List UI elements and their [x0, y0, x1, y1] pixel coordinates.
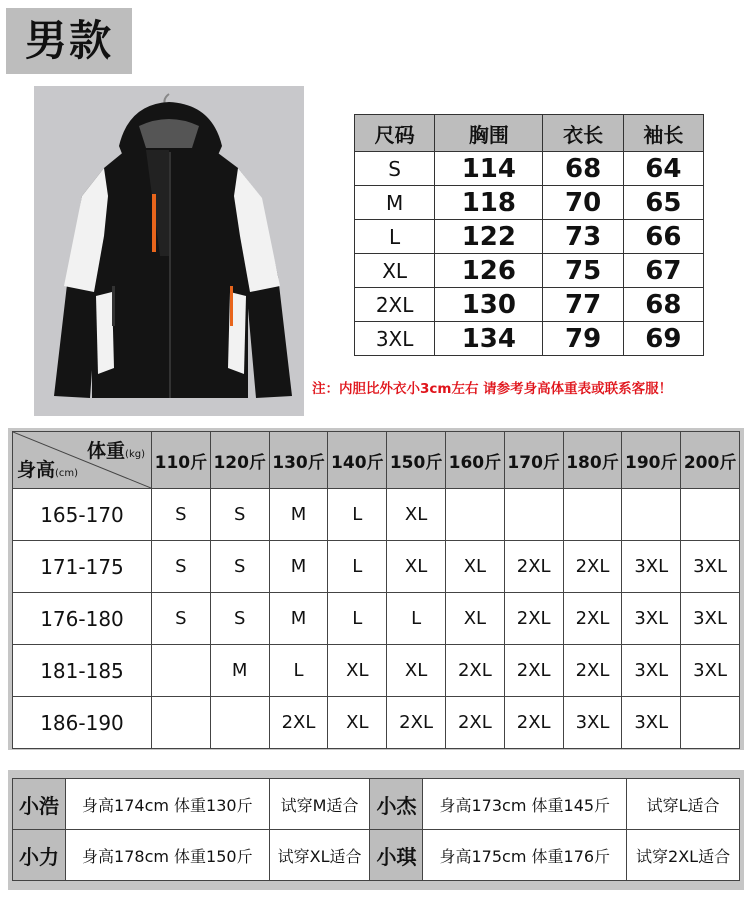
recommended-size-cell	[622, 489, 681, 541]
model-stats-cell: 身高174cm 体重130斤	[66, 779, 270, 830]
recommended-size-cell: 3XL	[622, 593, 681, 645]
sleeve-cell: 67	[623, 254, 703, 288]
recommended-size-cell: S	[152, 593, 211, 645]
model-fit-cell: 试穿2XL适合	[627, 830, 740, 881]
note-text: 注：内胆比外衣小3cm左右 请参考身高体重表或联系客服！	[312, 381, 673, 397]
size-cell: L	[355, 220, 435, 254]
recommended-size-cell: 2XL	[269, 697, 328, 749]
chart-row	[13, 541, 740, 593]
size-row	[355, 254, 704, 288]
height-range-cell: 181-185	[13, 645, 152, 697]
recommended-size-cell	[681, 697, 740, 749]
height-range-cell: 171-175	[13, 541, 152, 593]
chest-cell: 134	[435, 322, 543, 356]
recommended-size-cell: 2XL	[387, 697, 446, 749]
recommended-size-cell	[152, 645, 211, 697]
recommended-size-cell: 3XL	[563, 697, 622, 749]
size-cell: S	[355, 152, 435, 186]
recommended-size-cell: XL	[328, 697, 387, 749]
recommended-size-cell: 2XL	[504, 541, 563, 593]
size-row	[355, 152, 704, 186]
length-cell: 68	[543, 152, 623, 186]
size-cell: 3XL	[355, 322, 435, 356]
height-range-cell: 165-170	[13, 489, 152, 541]
chart-header-row	[13, 432, 740, 489]
model-row	[13, 779, 740, 830]
weight-header-cell: 110斤	[152, 432, 211, 489]
size-row	[355, 220, 704, 254]
recommended-size-cell: 2XL	[504, 645, 563, 697]
chest-cell: 122	[435, 220, 543, 254]
height-range-cell: 186-190	[13, 697, 152, 749]
chart-row	[13, 645, 740, 697]
model-name-cell: 小浩	[13, 779, 66, 830]
size-row	[355, 186, 704, 220]
model-name-cell: 小琪	[370, 830, 423, 881]
recommended-size-cell: XL	[445, 593, 504, 645]
recommended-size-cell	[563, 489, 622, 541]
model-name-cell: 小杰	[370, 779, 423, 830]
size-header: 尺码	[355, 115, 435, 152]
model-stats-cell: 身高178cm 体重150斤	[66, 830, 270, 881]
recommended-size-cell: M	[269, 541, 328, 593]
recommended-size-cell: S	[152, 541, 211, 593]
model-fit-cell: 试穿M适合	[269, 779, 370, 830]
recommended-size-cell: S	[210, 541, 269, 593]
recommended-size-cell: L	[328, 593, 387, 645]
chest-header: 胸围	[435, 115, 543, 152]
weight-header-cell: 200斤	[681, 432, 740, 489]
weight-header-cell: 160斤	[445, 432, 504, 489]
model-fit-cell: 试穿XL适合	[269, 830, 370, 881]
recommended-size-cell: S	[152, 489, 211, 541]
recommended-size-cell: 3XL	[681, 645, 740, 697]
size-cell: XL	[355, 254, 435, 288]
recommended-size-cell: L	[387, 593, 446, 645]
recommended-size-cell	[210, 697, 269, 749]
recommended-size-cell: M	[269, 593, 328, 645]
recommended-size-cell: M	[269, 489, 328, 541]
chart-row	[13, 489, 740, 541]
model-stats-cell: 身高173cm 体重145斤	[423, 779, 627, 830]
sleeve-header: 袖长	[623, 115, 703, 152]
length-cell: 73	[543, 220, 623, 254]
weight-axis-label: 体重(kg)	[87, 440, 145, 462]
model-row	[13, 830, 740, 881]
length-cell: 79	[543, 322, 623, 356]
model-name-cell: 小力	[13, 830, 66, 881]
recommended-size-cell: XL	[387, 489, 446, 541]
recommended-size-cell	[504, 489, 563, 541]
size-cell: M	[355, 186, 435, 220]
recommended-size-cell: L	[328, 489, 387, 541]
sleeve-cell: 66	[623, 220, 703, 254]
size-row	[355, 288, 704, 322]
height-weight-chart-frame	[8, 428, 744, 750]
size-table	[354, 114, 704, 356]
chest-cell: 126	[435, 254, 543, 288]
recommended-size-cell: M	[210, 645, 269, 697]
recommended-size-cell: 3XL	[622, 645, 681, 697]
height-weight-chart	[12, 431, 740, 749]
length-header: 衣长	[543, 115, 623, 152]
weight-header-cell: 120斤	[210, 432, 269, 489]
recommended-size-cell: 3XL	[681, 593, 740, 645]
model-fit-frame	[8, 770, 744, 890]
recommended-size-cell: 2XL	[504, 593, 563, 645]
size-row	[355, 322, 704, 356]
recommended-size-cell: 3XL	[681, 541, 740, 593]
page-title: 男款	[6, 8, 132, 74]
chest-cell: 130	[435, 288, 543, 322]
chart-row	[13, 593, 740, 645]
jacket-image	[34, 86, 304, 416]
recommended-size-cell: XL	[387, 541, 446, 593]
recommended-size-cell: L	[328, 541, 387, 593]
recommended-size-cell: 2XL	[504, 697, 563, 749]
recommended-size-cell	[445, 489, 504, 541]
weight-header-cell: 130斤	[269, 432, 328, 489]
sleeve-cell: 69	[623, 322, 703, 356]
weight-header-cell: 190斤	[622, 432, 681, 489]
recommended-size-cell: S	[210, 593, 269, 645]
recommended-size-cell: 2XL	[445, 645, 504, 697]
size-cell: 2XL	[355, 288, 435, 322]
recommended-size-cell: XL	[445, 541, 504, 593]
weight-header-cell: 140斤	[328, 432, 387, 489]
length-cell: 70	[543, 186, 623, 220]
length-cell: 77	[543, 288, 623, 322]
recommended-size-cell: 3XL	[622, 697, 681, 749]
recommended-size-cell: 2XL	[563, 645, 622, 697]
recommended-size-cell: XL	[328, 645, 387, 697]
weight-header-cell: 150斤	[387, 432, 446, 489]
sleeve-cell: 65	[623, 186, 703, 220]
chest-cell: 118	[435, 186, 543, 220]
recommended-size-cell: S	[210, 489, 269, 541]
sleeve-cell: 68	[623, 288, 703, 322]
recommended-size-cell	[152, 697, 211, 749]
sleeve-cell: 64	[623, 152, 703, 186]
recommended-size-cell: 3XL	[622, 541, 681, 593]
model-fit-table	[12, 778, 740, 881]
weight-header-cell: 180斤	[563, 432, 622, 489]
height-range-cell: 176-180	[13, 593, 152, 645]
chart-corner-cell	[13, 432, 152, 489]
recommended-size-cell: XL	[387, 645, 446, 697]
length-cell: 75	[543, 254, 623, 288]
model-stats-cell: 身高175cm 体重176斤	[423, 830, 627, 881]
recommended-size-cell: 2XL	[563, 593, 622, 645]
recommended-size-cell: L	[269, 645, 328, 697]
recommended-size-cell: 2XL	[445, 697, 504, 749]
recommended-size-cell: 2XL	[563, 541, 622, 593]
chart-row	[13, 697, 740, 749]
height-axis-label: 身高(cm)	[17, 459, 79, 481]
recommended-size-cell	[681, 489, 740, 541]
weight-header-cell: 170斤	[504, 432, 563, 489]
chest-cell: 114	[435, 152, 543, 186]
model-fit-cell: 试穿L适合	[627, 779, 740, 830]
